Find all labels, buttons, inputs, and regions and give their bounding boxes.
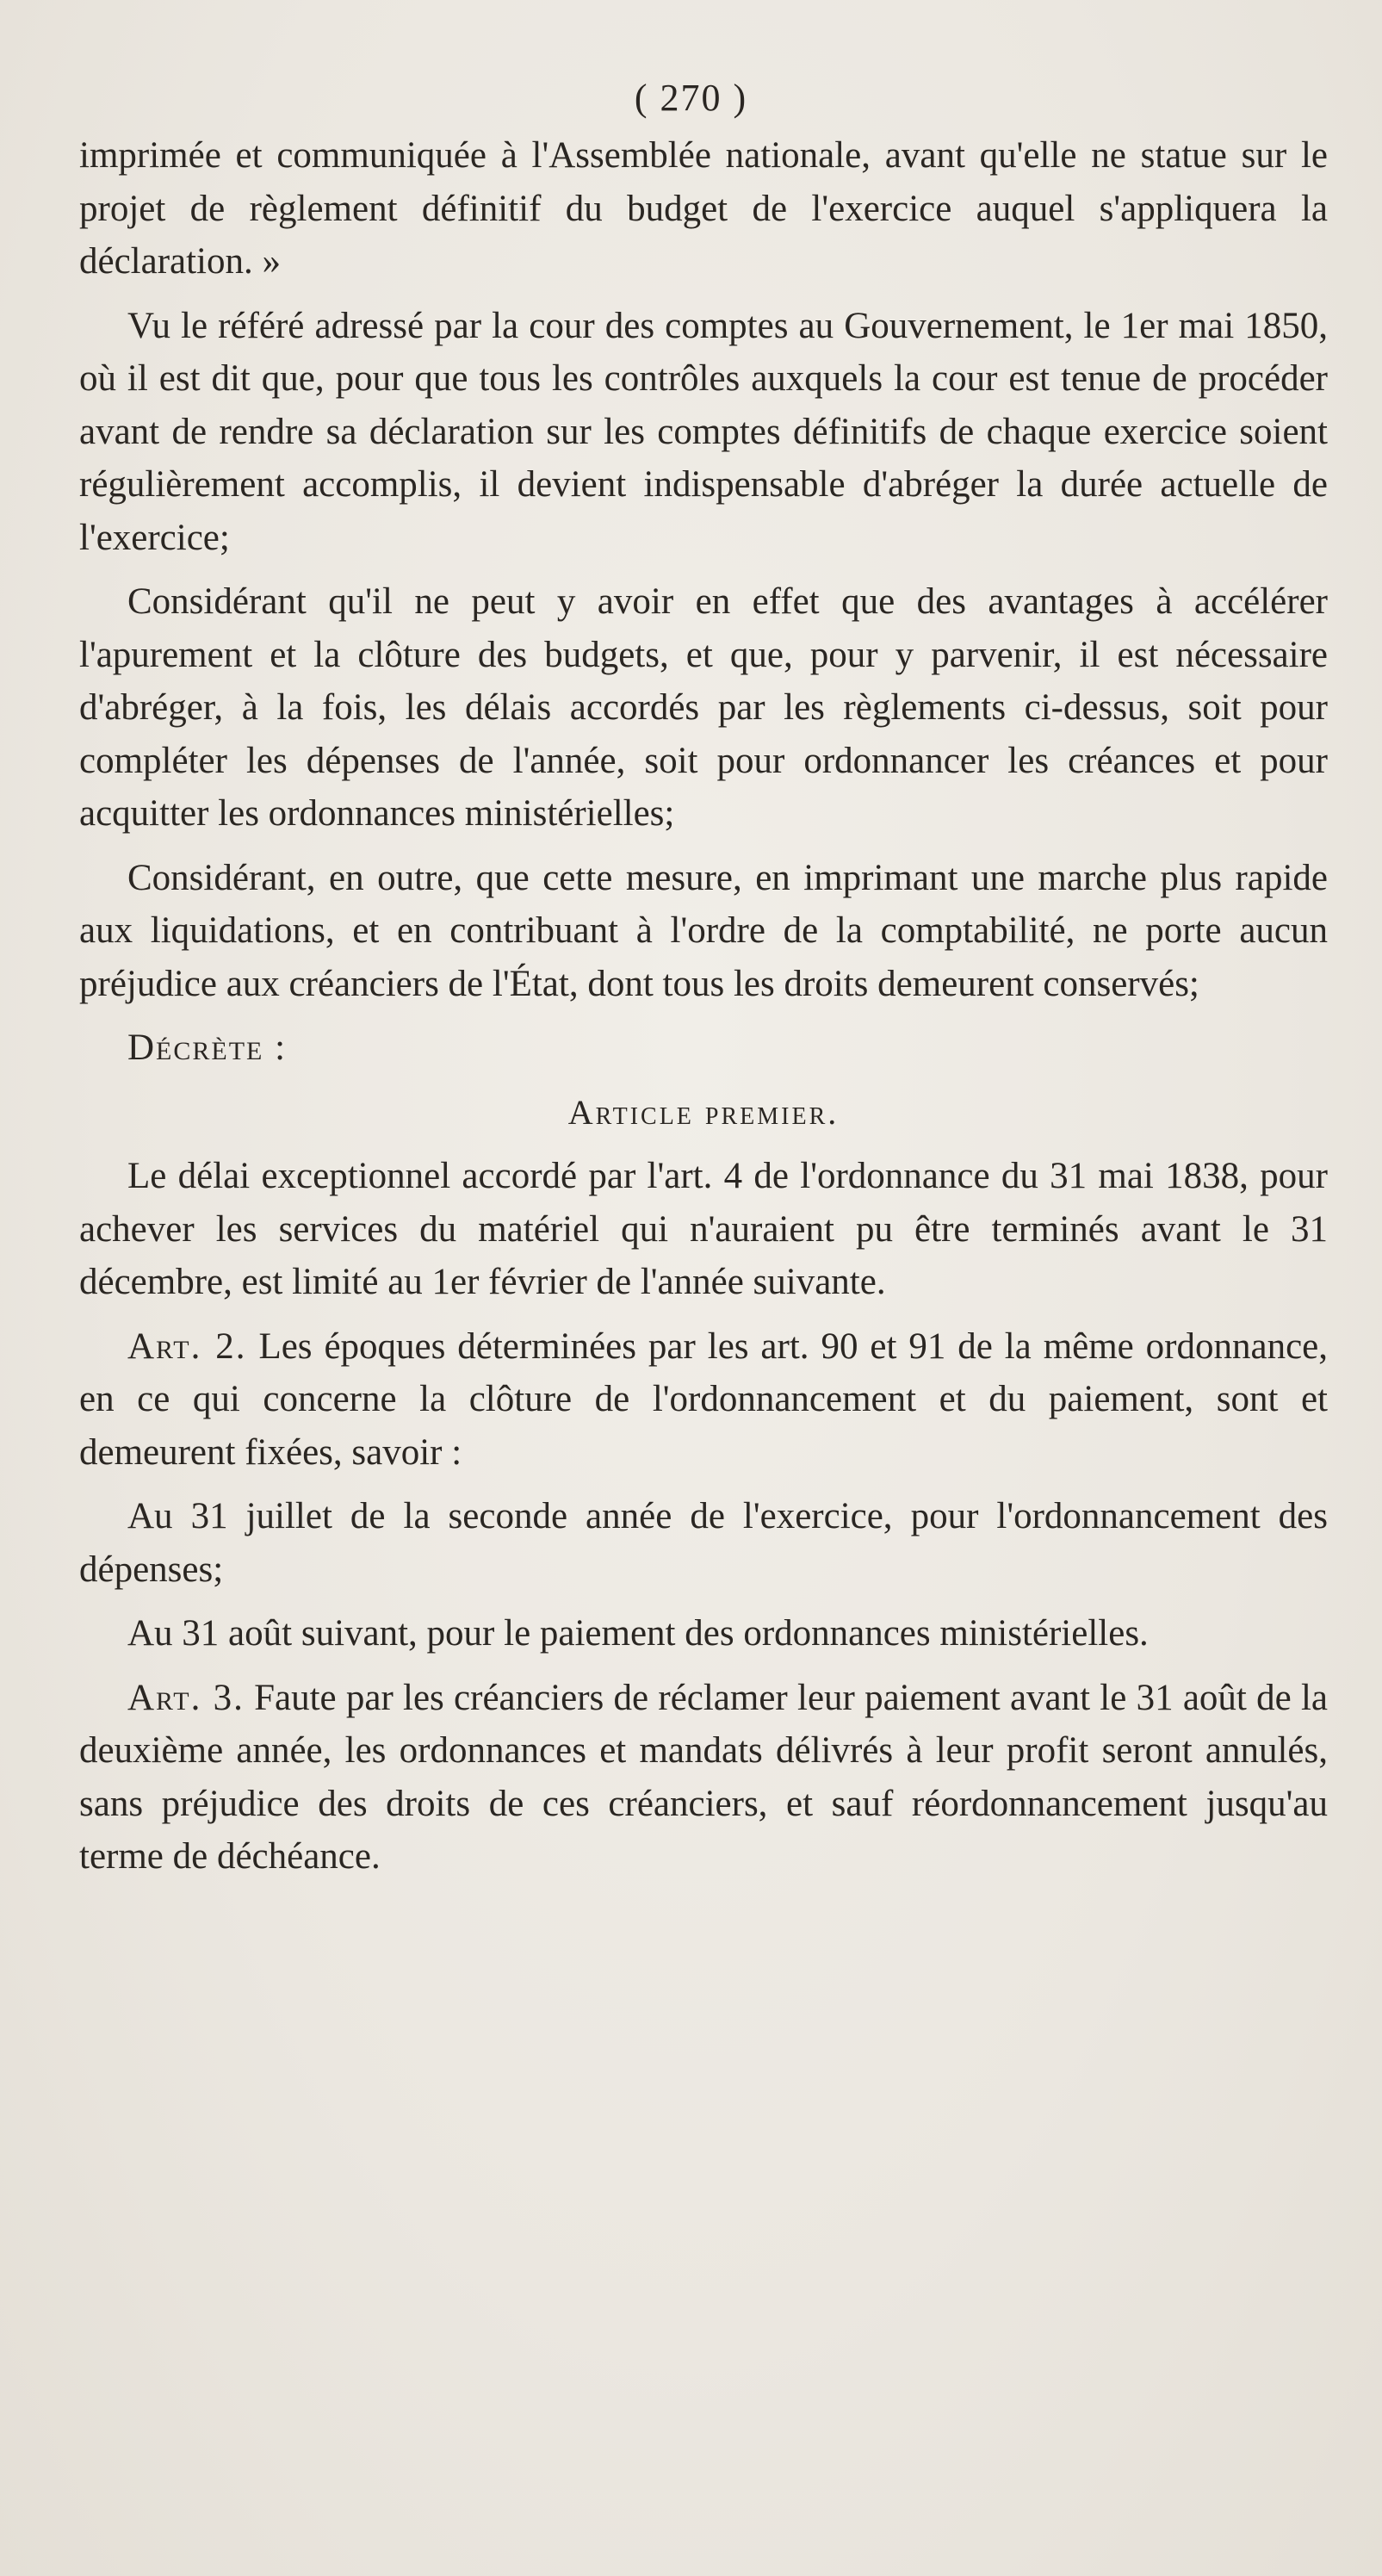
- article-premier-heading: Article premier.: [567, 1092, 840, 1132]
- paragraph-continuation: imprimée et communiquée à l'Assemblée nationale, avant qu'elle ne statue sur le projet de règlement définitif du budget de l'exercice auquel s'appliquera la déclaration. »: [79, 135, 1328, 282]
- decrete-heading: Décrète :: [127, 1027, 288, 1068]
- paragraph-considerant-2: Considérant, en outre, que cette mesure, en imprimant une marche plus rapide aux liquidations, et en contribuant à l'ordre de la comptabilité, ne porte aucun préjudice aux créanciers de l'État, dont tous les droits demeurent conservés;: [79, 857, 1328, 1004]
- article-2-text: Les époques déterminées par les art. 90 et 91 de la même ordonnance, en ce qui concerne la clôture de l'ordonnancement et du paiement, sont et demeurent fixées, savoir :: [79, 1325, 1328, 1473]
- article-3-label: Art. 3.: [127, 1677, 245, 1718]
- article-3: [79, 1672, 1328, 1884]
- article-3-text: Faute par les créanciers de réclamer leur paiement avant le 31 août de la deuxième année, les ordonnances et mandats délivrés à leur profit seront annulés, sans préjudice des droits de ces créanciers, et sauf réordonnancement jusqu'au terme de déchéance.: [79, 1677, 1328, 1877]
- paragraph-vu-le-refere: Vu le référé adressé par la cour des comptes au Gouvernement, le 1er mai 1850, où il est dit que, pour que tous les contrôles auxquels la cour est tenue de procéder avant de rendre sa déclaration sur les comptes définitifs de chaque exercice soient régulièrement accomplis, il devient indispensable d'abréger la durée actuelle de l'exercice;: [79, 305, 1328, 558]
- article-2-label: Art. 2.: [127, 1325, 247, 1367]
- article-2: [79, 1320, 1328, 1480]
- article-1-text: Le délai exceptionnel accordé par l'art. 4 de l'ordonnance du 31 mai 1838, pour achever les services du matériel qui n'auraient pu être terminés avant le 31 décembre, est limité au 1er février de l'année suivante.: [79, 1156, 1328, 1302]
- page-number: ( 270 ): [634, 77, 748, 119]
- paragraph-au-31-aout: Au 31 août suivant, pour le paiement des ordonnances ministérielles.: [127, 1613, 1149, 1654]
- paragraph-considerant-1: Considérant qu'il ne peut y avoir en effet que des avantages à accélérer l'apurement et la clôture des budgets, et que, pour y parvenir, il est nécessaire d'abréger, à la fois, les délais accordés par les règlements ci-dessus, soit pour compléter les dépenses de l'année, soit pour ordonnancer les créances et pour acquitter les ordonnances ministérielles;: [79, 581, 1328, 834]
- document-body: [79, 129, 1328, 1895]
- paragraph-au-31-juillet: Au 31 juillet de la seconde année de l'exercice, pour l'ordonnancement des dépenses;: [79, 1496, 1328, 1590]
